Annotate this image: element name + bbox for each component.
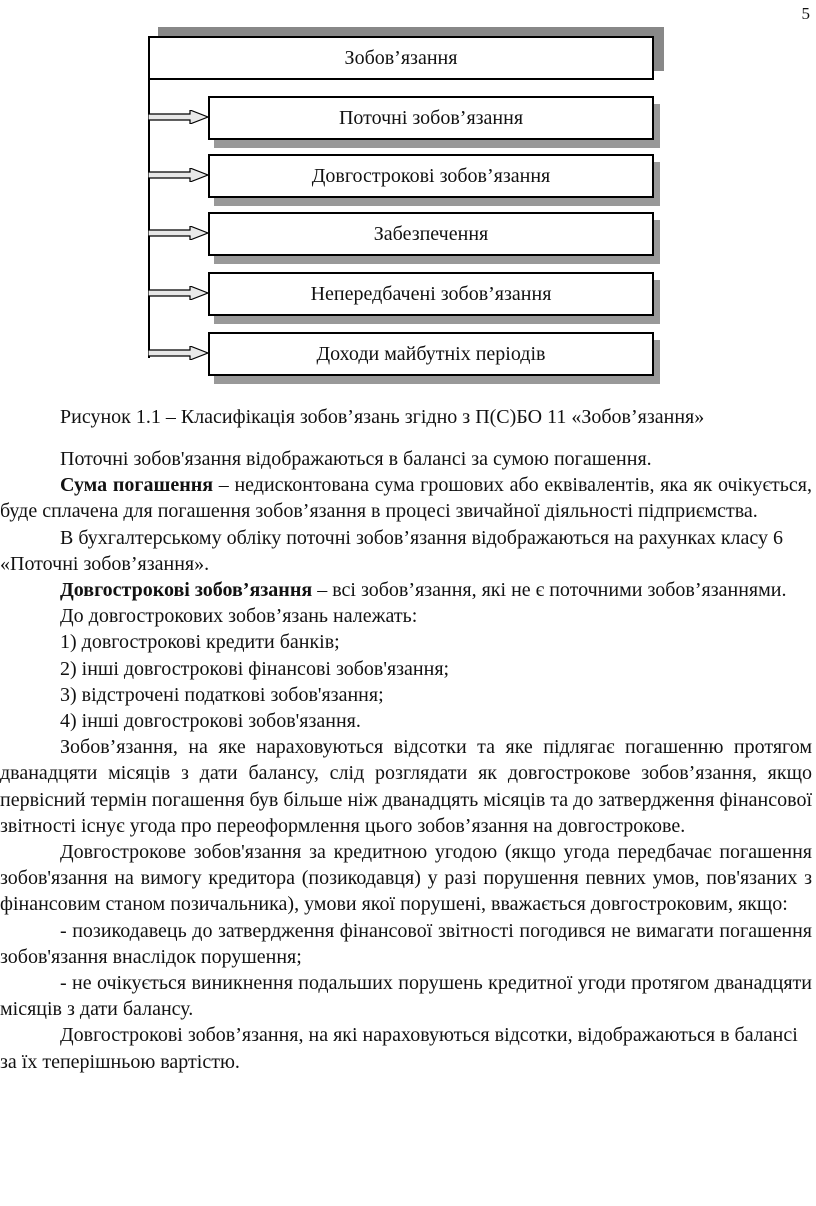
paragraph: - не очікується виникнення подальших порушень кредитної угоди протягом дванадцяти місяців з дати балансу. <box>0 972 812 1021</box>
paragraph <box>0 577 812 603</box>
figure-caption: Рисунок 1.1 – Класифікація зобов’язань згідно з П(С)БО 11 «Зобов’язання» <box>60 406 705 428</box>
paragraph: Зобов’язання, на яке нараховуються відсотки та яке підлягає погашенню протягом дванадцяти місяців з дати балансу, слід розглядати як довгострокове зобов’язання, якщо первісний термін погашення був більше ніж дванадцять місяців та до затвердження фінансової звітності існує угода про переоформлення цього зобов’язання на довгострокове. <box>0 736 812 837</box>
paragraph: Поточні зобов'язання відображаються в балансі за сумою погашення. <box>60 448 652 470</box>
paragraph-text: – всі зобов’язання, які не є поточними зобов’язаннями. <box>312 579 787 602</box>
term-bold: Довгострокові зобов’язання <box>60 579 313 602</box>
diagram-box-current-liabilities: Поточні зобов’язання <box>208 96 654 140</box>
paragraph-text: – недисконтована сума грошових або еквівалентів, яка як очікується, буде сплачена для погашення зобов’язання в процесі звичайної діяльності підприємства. <box>0 474 812 523</box>
term-bold: Сума погашення <box>60 474 214 497</box>
arrow-right-icon <box>148 286 208 300</box>
liabilities-classification-diagram <box>0 0 816 400</box>
paragraph: Довгострокові зобов’язання, на які нараховуються відсотки, відображаються в балансі за їх теперішньою вартістю. <box>0 1024 798 1073</box>
page-number: 5 <box>801 4 810 23</box>
list-item: 4) інші довгострокові зобов'язання. <box>60 710 361 733</box>
diagram-box-long-term-liabilities: Довгострокові зобов’язання <box>208 154 654 198</box>
diagram-box-contingent-liabilities: Непередбачені зобов’язання <box>208 272 654 316</box>
arrow-right-icon <box>148 168 208 182</box>
paragraph <box>0 472 812 524</box>
diagram-box-deferred-income: Доходи майбутніх періодів <box>208 332 654 376</box>
paragraph: В бухгалтерському обліку поточні зобов’язання відображаються на рахунках класу 6 «Поточні зобов’язання». <box>0 526 784 575</box>
list-item: 2) інші довгострокові фінансові зобов'язання; <box>60 657 450 680</box>
diagram-root-box: Зобов’язання <box>148 36 654 80</box>
body-text <box>0 446 812 1075</box>
arrow-right-icon <box>148 346 208 360</box>
list-item: 1) довгострокові кредити банків; <box>60 631 340 654</box>
arrow-right-icon <box>148 226 208 240</box>
arrow-right-icon <box>148 110 208 124</box>
paragraph: - позикодавець до затвердження фінансової звітності погодився не вимагати погашення зобов'язання внаслідок порушення; <box>0 919 812 968</box>
paragraph: Довгострокове зобов'язання за кредитною угодою (якщо угода передбачає погашення зобов'язання на вимогу кредитора (позикодавця) у разі порушення певних умов, пов'язаних з фінансовим станом позичальника), умови якої порушені, вважається довгостроковим, якщо: <box>0 841 812 916</box>
paragraph: До довгострокових зобов’язань належать: <box>60 605 418 628</box>
diagram-box-provisions: Забезпечення <box>208 212 654 256</box>
list-item: 3) відстрочені податкові зобов'язання; <box>60 683 384 706</box>
